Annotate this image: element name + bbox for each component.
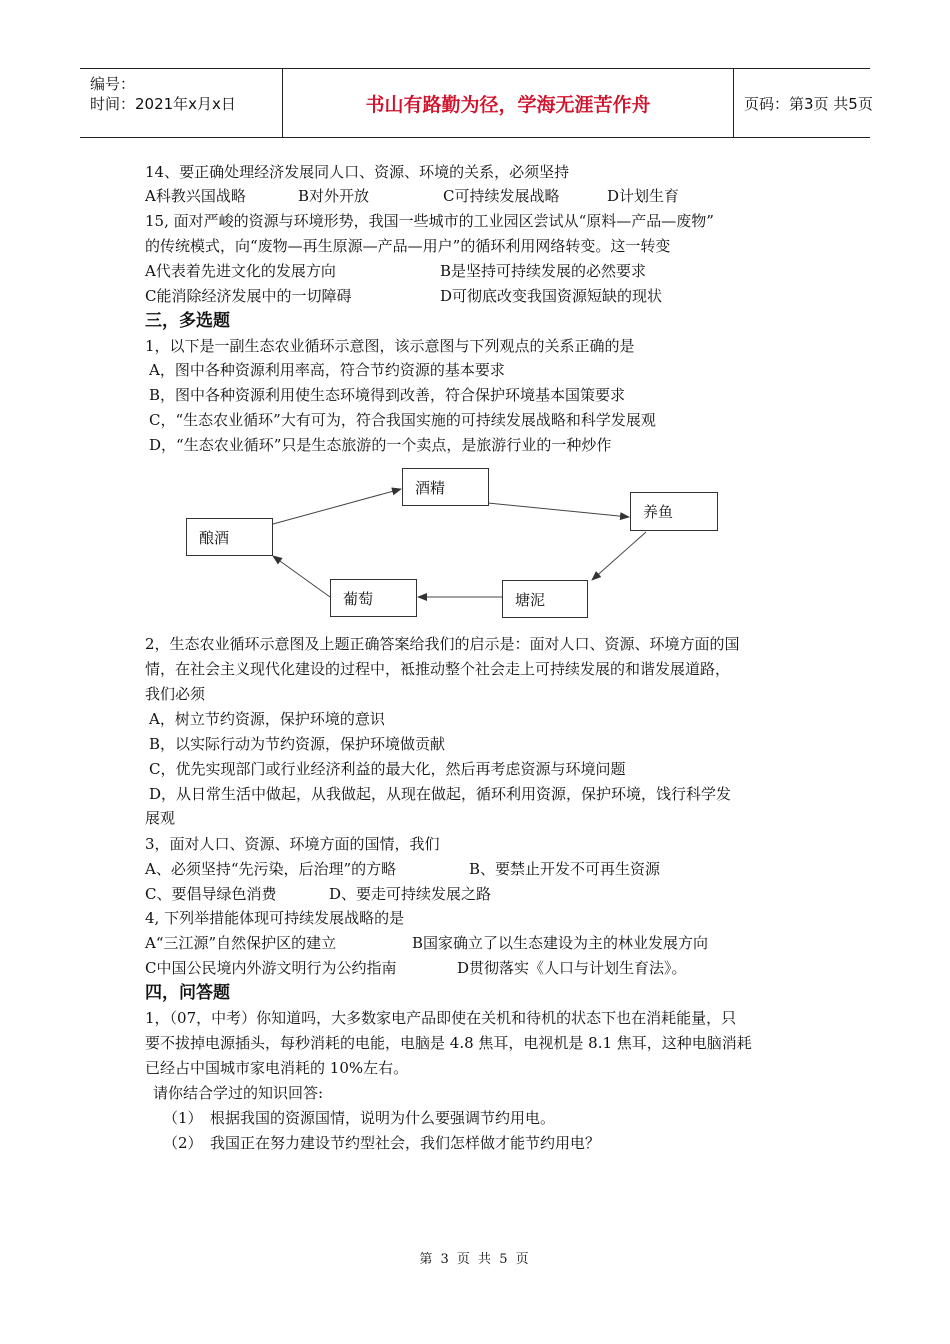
q15-option-c: C能消除经济发展中的一切障碍 [145, 287, 352, 305]
essay-sub-2-num: （2） [163, 1134, 203, 1152]
q14-stem: 14、要正确处理经济发展同人口、资源、环境的关系，必须坚持 [145, 163, 570, 181]
essay-line3: 已经占中国城市家电消耗的 10%左右。 [145, 1059, 409, 1077]
page-footer: 第 3 页 共 5 页 [419, 1252, 531, 1267]
m2-option-b: B，以实际行动为节约资源，保护环境做贡献 [149, 735, 446, 753]
arrow-grape-to-wine [273, 556, 330, 597]
m4-stem: 4, 下列举措能体现可持续发展战略的是 [145, 909, 405, 927]
q15-stem-line2: 的传统模式，向“废物—再生原源—产品—用户”的循环利用网络转变。这一转变 [145, 237, 671, 255]
q14-option-a: A科教兴国战略 [145, 187, 246, 205]
essay-sub-2-text: 我国正在努力建设节约型社会，我们怎样做才能节约用电？ [210, 1134, 601, 1152]
m2-stem-line1: 2，生态农业循环示意图及上题正确答案给我们的启示是：面对人口、资源、环境方面的国 [145, 635, 740, 653]
m1-stem: 1，以下是一副生态农业循环示意图，该示意图与下列观点的关系正确的是 [145, 337, 635, 355]
m3-option-a: A、必须坚持“先污染，后治理”的方略 [145, 860, 397, 878]
m3-option-c: C、要倡导绿色消费 [145, 885, 277, 903]
arrow-wine-to-alcohol [273, 489, 401, 524]
q15-option-d: D可彻底改变我国资源短缺的现状 [440, 287, 663, 305]
m4-option-a: A“三江源”自然保护区的建立 [145, 934, 337, 952]
q15-stem-line1: 15, 面对严峻的资源与环境形势，我国一些城市的工业园区尝试从“原料—产品—废物” [145, 212, 714, 230]
arrow-alcohol-to-fish [488, 503, 629, 517]
q14-option-b: B对外开放 [298, 187, 370, 205]
m2-option-d-cont: 展观 [145, 809, 176, 827]
header-motto: 书山有路勤为径，学海无涯苦作舟 [282, 69, 734, 137]
node-wine-making: 酿酒 [186, 518, 273, 556]
m3-option-d: D、要走可持续发展之路 [329, 885, 492, 903]
m2-stem-line3: 我们必须 [145, 685, 206, 703]
essay-prompt: 请你结合学过的知识回答: [153, 1084, 324, 1102]
section-3-title: 三，多选题 [145, 311, 230, 331]
q15-option-a: A代表着先进文化的发展方向 [145, 262, 336, 280]
q14-option-d: D计划生育 [607, 187, 680, 205]
m4-option-c: C中国公民境内外游文明行为公约指南 [145, 959, 397, 977]
section-4-title: 四，问答题 [145, 983, 230, 1003]
essay-line1: 1，（07，中考）你知道吗，大多数家电产品即使在关机和待机的状态下也在消耗能量，只 [145, 1009, 737, 1027]
essay-sub-1-num: （1） [163, 1109, 203, 1127]
diagram-arrows [0, 0, 950, 640]
arrow-fish-to-mud [592, 532, 646, 580]
m2-stem-line2: 情，在社会主义现代化建设的过程中，袛推动整个社会走上可持续发展的和谐发展道路， [145, 660, 731, 678]
m3-stem: 3，面对人口、资源、环境方面的国情，我们 [145, 835, 440, 853]
m4-option-d: D贯彻落实《人口与计划生育法》。 [457, 959, 687, 977]
essay-sub-1-text: 根据我国的资源国情，说明为什么要强调节约用电。 [210, 1109, 556, 1127]
node-pond-mud: 塘泥 [502, 580, 588, 618]
q14-option-c: C可持续发展战略 [443, 187, 560, 205]
q15-option-b: B是坚持可持续发展的必然要求 [440, 262, 647, 280]
m1-option-a: A，图中各种资源利用率高，符合节约资源的基本要求 [149, 361, 505, 379]
header-page-label: 页码：第3页 共5页 [744, 94, 873, 113]
m3-option-b: B、要禁止开发不可再生资源 [469, 860, 661, 878]
node-fish: 养鱼 [630, 492, 718, 531]
m1-option-c: C，“生态农业循环”大有可为，符合我国实施的可持续发展战略和科学发展观 [149, 411, 656, 429]
node-alcohol: 酒精 [402, 468, 489, 506]
m4-option-b: B国家确立了以生态建设为主的林业发展方向 [412, 934, 709, 952]
header-number-label: 编号： [90, 75, 136, 93]
m2-option-a: A，树立节约资源，保护环境的意识 [149, 710, 385, 728]
essay-line2: 要不拔掉电源插头，每秒消耗的电能，电脑是 4.8 焦耳，电视机是 8.1 焦耳，这种电脑消耗 [145, 1034, 752, 1052]
m1-option-d: D，“生态农业循环”只是生态旅游的一个卖点，是旅游行业的一种炒作 [149, 436, 612, 454]
header-time-label: 时间：2021年x月x日 [90, 95, 236, 113]
m2-option-d: D，从日常生活中做起，从我做起，从现在做起，循环利用资源，保护环境，饯行科学发 [149, 785, 732, 803]
m1-option-b: B，图中各种资源利用使生态环境得到改善，符合保护环境基本国策要求 [149, 386, 626, 404]
m2-option-c: C，优先实现部门或行业经济利益的最大化，然后再考虑资源与环境问题 [149, 760, 626, 778]
node-grape: 葡萄 [330, 579, 417, 617]
